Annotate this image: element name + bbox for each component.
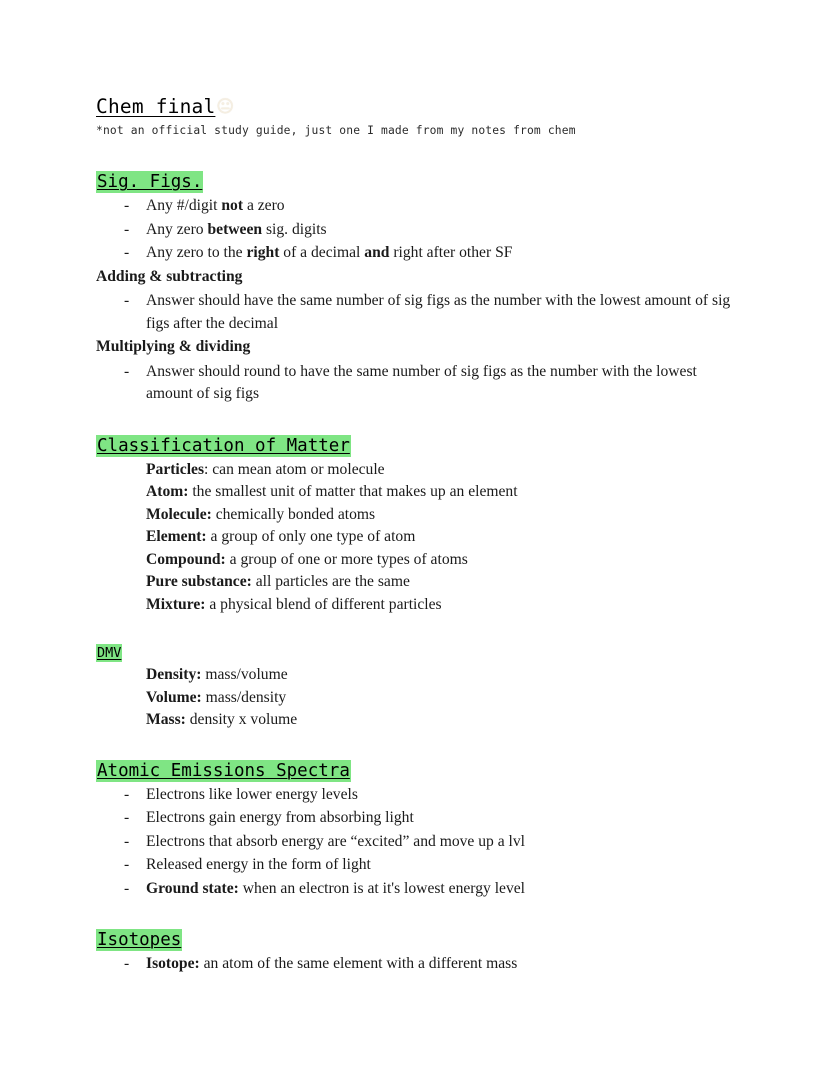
list-item-text: Electrons gain energy from absorbing light	[146, 809, 414, 826]
subsection-heading: Adding & subtracting	[96, 267, 243, 285]
definition-item	[96, 481, 736, 504]
bullet-list	[96, 195, 736, 265]
list-item	[96, 784, 736, 807]
definition-term: Volume:	[146, 688, 202, 706]
definition-description: a group of one or more types of atoms	[225, 550, 468, 568]
section-heading: Sig. Figs.	[97, 172, 203, 192]
section-heading: Classification of Matter	[97, 435, 350, 456]
list-item	[96, 290, 736, 335]
emphasis-term: and	[364, 244, 390, 261]
emphasis-term: Ground state:	[146, 879, 239, 897]
bullet-dash-icon: -	[124, 879, 130, 897]
section-atomic-emissions-spectra	[96, 760, 736, 901]
page-title: Chem final	[96, 95, 216, 118]
definition-item	[96, 664, 736, 687]
list-item	[96, 219, 736, 242]
section-classification-of-matter	[96, 435, 736, 617]
emphasis-term: between	[207, 220, 263, 238]
list-item-text: Isotope: an atom of the same element with a different mass	[146, 955, 518, 972]
bullet-dash-icon: -	[124, 955, 130, 972]
bullet-dash-icon: -	[124, 832, 130, 850]
definition-list	[96, 664, 736, 732]
section-heading: Atomic Emissions Spectra	[97, 760, 350, 781]
emphasis-term: not	[221, 197, 244, 214]
section-spacer	[96, 901, 736, 929]
emphasis-term: Isotope:	[146, 955, 200, 972]
list-item-text: Any zero to the right of a decimal and right after other SF	[146, 244, 513, 261]
definition-item: Particles: can mean atom or molecule	[146, 460, 385, 478]
definition-item	[96, 571, 736, 594]
definition-description: the smallest unit of matter that makes up an element	[188, 483, 518, 500]
bullet-dash-icon: -	[124, 856, 130, 873]
bullet-list	[96, 953, 736, 976]
definition-term: Particles	[146, 460, 205, 478]
list-item-text: Ground state: when an electron is at it's lowest energy level	[146, 879, 526, 897]
section-spacer	[96, 616, 736, 644]
list-item-text: Any zero between sig. digits	[146, 220, 327, 238]
bullet-dash-icon: -	[124, 220, 130, 238]
definition-item	[96, 594, 736, 617]
section-sig-figs	[96, 171, 736, 406]
list-item-text: Electrons like lower energy levels	[146, 785, 358, 803]
definition-description: chemically bonded atoms	[211, 505, 376, 523]
list-item-text: Answer should have the same number of sig figs as the number with the lowest amount of sig figs after the decimal	[146, 292, 731, 332]
section-dmv	[96, 644, 736, 732]
document-subtitle: *not an official study guide, just one I made from my notes from chem	[96, 124, 576, 137]
sections-container	[96, 139, 736, 976]
list-item	[96, 878, 736, 901]
definition-item	[96, 687, 736, 710]
section-heading: Isotopes	[97, 930, 182, 950]
definition-term: Molecule:	[146, 505, 212, 523]
definition-term: Atom:	[146, 483, 189, 500]
section-heading: DMV	[97, 645, 122, 661]
bullet-list	[96, 290, 736, 335]
document-content	[96, 92, 736, 977]
bullet-dash-icon: -	[124, 785, 130, 803]
list-item	[96, 361, 736, 406]
list-item-text: Answer should round to have the same number of sig figs as the number with the lowest amount of sig figs	[146, 362, 697, 402]
list-item	[96, 195, 736, 218]
definition-description: density x volume	[185, 711, 298, 728]
definition-description: a group of only one type of atom	[206, 528, 416, 545]
bullet-dash-icon: -	[124, 244, 130, 261]
list-item-text: Any #/digit not a zero	[146, 197, 285, 214]
definition-item	[96, 504, 736, 527]
list-item-text: Released energy in the form of light	[146, 856, 371, 873]
emphasis-term: right	[246, 244, 280, 261]
list-item-text: Electrons that absorb energy are “excited” and move up a lvl	[146, 832, 526, 850]
list-item	[96, 242, 736, 265]
document-title-row	[96, 92, 736, 118]
definition-item	[96, 709, 736, 732]
definition-description: mass/volume	[201, 666, 288, 683]
list-item	[96, 854, 736, 877]
section-spacer	[96, 139, 736, 171]
neutral-face-icon: 😐	[216, 97, 235, 117]
bullet-dash-icon: -	[124, 362, 130, 380]
bullet-list	[96, 784, 736, 901]
definition-term: Element:	[146, 528, 207, 545]
list-item	[96, 953, 736, 976]
definition-term: Mixture:	[146, 595, 206, 613]
bullet-dash-icon: -	[124, 197, 130, 214]
section-isotopes	[96, 929, 736, 976]
section-spacer	[96, 407, 736, 435]
definition-term: Density:	[146, 666, 202, 683]
definition-term: Mass:	[146, 711, 186, 728]
definition-description: mass/density	[201, 688, 287, 706]
definition-list	[96, 459, 736, 617]
bullet-list	[96, 361, 736, 406]
subsection-heading: Multiplying & dividing	[96, 338, 251, 355]
list-item	[96, 831, 736, 854]
bullet-dash-icon: -	[124, 809, 130, 826]
definition-term: Compound:	[146, 550, 226, 568]
section-spacer	[96, 732, 736, 760]
definition-item	[96, 526, 736, 549]
bullet-dash-icon: -	[124, 292, 130, 309]
definition-term: Pure substance:	[146, 573, 252, 590]
definition-item	[96, 549, 736, 572]
definition-description: all particles are the same	[251, 573, 410, 590]
definition-description: can mean atom or molecule	[208, 460, 385, 478]
list-item	[96, 807, 736, 830]
definition-description: a physical blend of different particles	[205, 595, 442, 613]
